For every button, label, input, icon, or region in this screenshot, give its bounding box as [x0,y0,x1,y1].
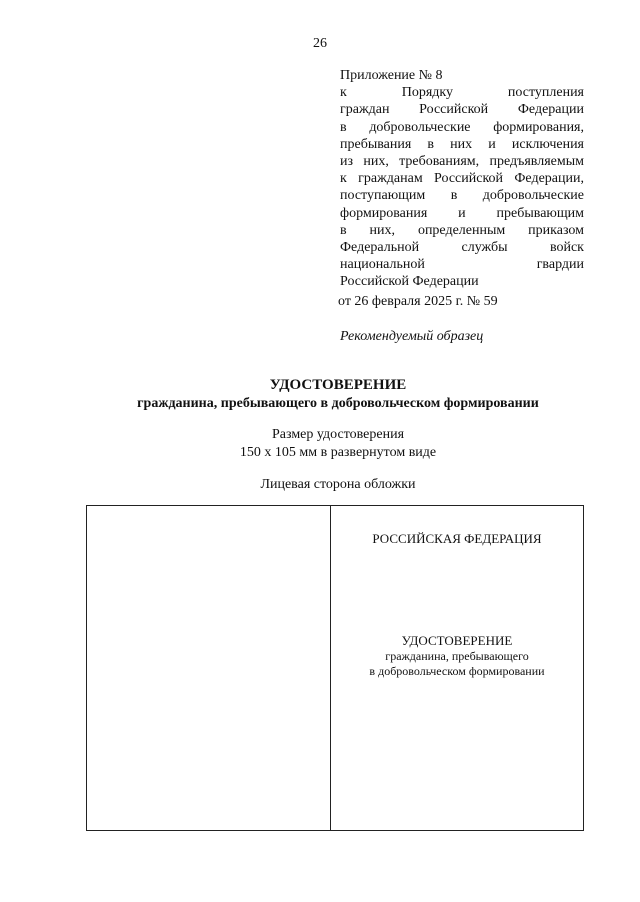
appendix-line: к гражданам Российской Федерации, [340,171,584,187]
cover-title: УДОСТОВЕРЕНИЕ [401,633,513,648]
appendix-line: Российской Федерации [340,274,479,290]
appendix-line: в добровольческие формирования, [340,119,584,135]
document-subtitle: гражданина, пребывающего в добровольческом формировании [137,396,539,411]
cover-side-label: Лицевая сторона обложки [260,477,416,492]
appendix-line: поступающим в добровольческие [340,188,584,204]
appendix-line: в них, определенным приказом [340,222,584,238]
appendix-line: формирования и пребывающим [340,205,584,221]
recommended-sample-label: Рекомендуемый образец [340,329,484,344]
size-value: 150 х 105 мм в развернутом виде [239,445,437,460]
appendix-date: от 26 февраля 2025 г. № 59 [338,293,498,309]
cover-country: РОССИЙСКАЯ ФЕДЕРАЦИЯ [372,531,542,546]
cover-subtitle-line: в добровольческом формировании [369,664,545,678]
appendix-line: граждан Российской Федерации [340,102,584,118]
appendix-line: национальной гвардии [340,257,584,273]
document-title: УДОСТОВЕРЕНИЕ [269,377,407,393]
certificate-cover [86,505,584,831]
appendix-header [340,67,584,310]
appendix-line: из них, требованиям, предъявляемым [340,154,584,170]
appendix-line: пребывания в них и исключения [340,136,584,152]
page-number: 26 [313,36,327,51]
appendix-line: Приложение № 8 [340,68,443,83]
appendix-line: к Порядку поступления [340,85,584,101]
size-label: Размер удостоверения [271,427,405,442]
appendix-line: Федеральной службы войск [340,240,584,256]
cover-front-panel [331,506,583,830]
cover-back-panel [87,506,331,830]
cover-subtitle-line: гражданина, пребывающего [385,649,529,663]
